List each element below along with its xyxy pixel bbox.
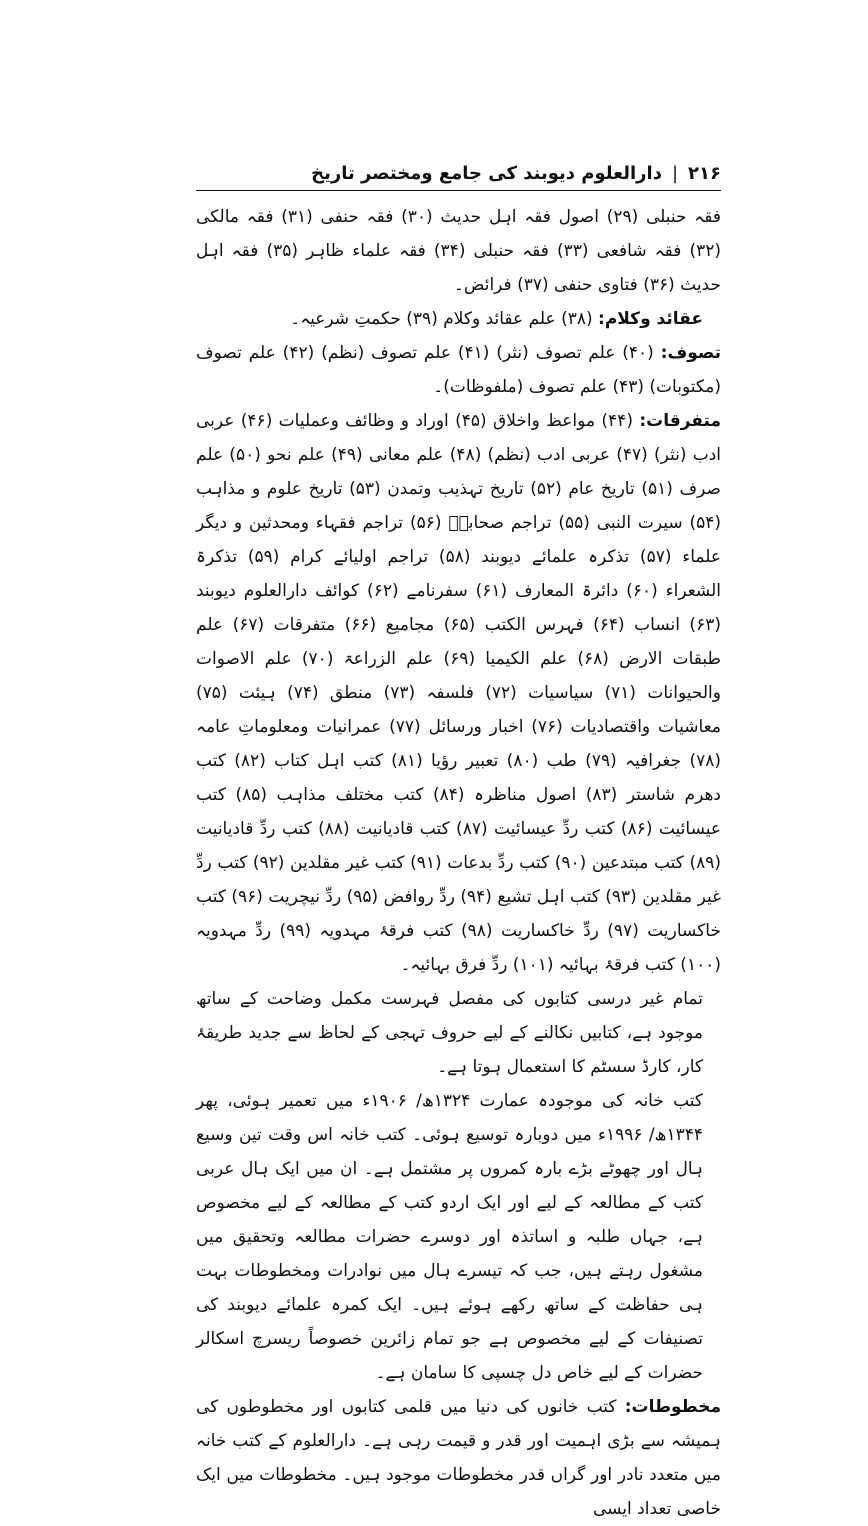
header-rule: [196, 190, 721, 191]
paragraph-text: کتب خانہ کی موجودہ عمارت ۱۳۲۴ھ/ ۱۹۰۶ء میں تعمیر ہوئی، پھر ۱۳۴۴ھ/ ۱۹۹۶ء میں دوبارہ توسیع ہوئی۔ کتب خانہ اس وقت تین وسیع ہال اور چھوٹے بڑے بارہ کمروں پر مشتمل ہے۔ ان میں ایک ہال عربی کتب کے مطالعہ کے لیے اور ایک اردو کتب کے مطالعہ کے لیے مخصوص ہے، جہاں طلبہ و اساتذہ اور دوسرے حضرات مطالعہ وتحقیق میں مشغول رہتے ہیں، جب کہ تیسرے ہال میں نوادرات ومخطوطات بہت ہی حفاظت کے ساتھ رکھے ہوئے ہیں۔ ایک کمرہ علمائے دیوبند کی تصنیفات کے لیے مخصوص ہے جو تمام زائرین خصوصاً ریسرچ اسکالر حضرات کے لیے خاص دل چسپی کا سامان ہے۔: [196, 1091, 703, 1383]
paragraph-fiqh-continued: [196, 200, 721, 302]
paragraph-library-building: [196, 1084, 721, 1390]
paragraph-text: کتب خانوں کی دنیا میں قلمی کتابوں اور مخطوطوں کی ہمیشہ سے بڑی اہمیت اور قدر و قیمت رہی ہے۔ دارالعلوم کے کتب خانہ میں متعدد نادر اور گراں قدر مخطوطات موجود ہیں۔ مخطوطات میں ایک خاصی تعداد ایسی: [196, 1397, 721, 1519]
paragraph-aqaid: [196, 302, 721, 336]
paragraph-mutafarriqat: [196, 404, 721, 982]
page-number: ۲۱۶: [688, 162, 721, 184]
paragraph-tasawwuf: [196, 336, 721, 404]
header-separator: |: [671, 162, 679, 184]
section-heading: مخطوطات:: [624, 1397, 721, 1417]
section-heading: عقائد وکلام:: [598, 309, 703, 329]
paragraph-text: (۴۴) مواعظ واخلاق (۴۵) اوراد و وظائف وعملیات (۴۶) عربی ادب (نثر) (۴۷) عربی ادب (نظم) (۴۸) علم معانی (۴۹) علم نحو (۵۰) علم صرف (۵۱) تاریخ عام (۵۲) تاریخ تہذیب وتمدن (۵۳) تاریخ علوم و مذاہب (۵۴) سیرت النبی (۵۵) تراجم صحابہؓ (۵۶) تراجم فقہاء ومحدثین و دیگر علماء (۵۷) تذکرہ علمائے دیوبند (۵۸) تراجم اولیائے کرام (۵۹) تذکرۃ الشعراء (۶۰) دائرۃ المعارف (۶۱) سفرنامے (۶۲) کوائف دارالعلوم دیوبند (۶۳) انساب (۶۴) فہرس الکتب (۶۵) مجامیع (۶۶) متفرقات (۶۷) علم طبقات الارض (۶۸) علم الکیمیا (۶۹) علم الزراعۃ (۷۰) علم الاصوات والحیوانات (۷۱) سیاسیات (۷۲) فلسفہ (۷۳) منطق (۷۴) ہیئت (۷۵) معاشیات واقتصادیات (۷۶) اخبار ورسائل (۷۷) عمرانیات ومعلوماتِ عامہ (۷۸) جغرافیہ (۷۹) طب (۸۰) تعبیر رؤیا (۸۱) کتب اہل کتاب (۸۲) کتب دھرم شاستر (۸۳) اصول مناظرہ (۸۴) کتب مختلف مذاہب (۸۵) کتب عیسائیت (۸۶) کتب ردِّ عیسائیت (۸۷) کتب قادیانیت (۸۸) کتب ردِّ قادیانیت (۸۹) کتب مبتدعین (۹۰) کتب ردِّ بدعات (۹۱) کتب غیر مقلدین (۹۲) کتب ردِّ غیر مقلدین (۹۳) کتب اہل تشیع (۹۴) ردِّ روافض (۹۵) ردِّ نیچریت (۹۶) کتب خاکساریت (۹۷) ردِّ خاکساریت (۹۸) کتب فرقۂ مہدویہ (۹۹) ردِّ مہدویہ (۱۰۰) کتب فرقۂ بہائیہ (۱۰۱) ردِّ فرق بہائیہ۔: [196, 411, 722, 975]
paragraph-catalogue: [196, 982, 721, 1084]
paragraph-text: فقہ حنبلی (۲۹) اصول فقہ اہل حدیث (۳۰) فقہ حنفی (۳۱) فقہ مالکی (۳۲) فقہ شافعی (۳۳) فقہ حنبلی (۳۴) فقہ علماء ظاہر (۳۵) فقہ اہل حدیث (۳۶) فتاوی حنفی (۳۷) فرائض۔: [196, 207, 721, 295]
paragraph-text: (۴۰) علم تصوف (نثر) (۴۱) علم تصوف (نظم) (۴۲) علم تصوف (مکتوبات) (۴۳) علم تصوف (ملفوظات)۔: [196, 343, 721, 397]
section-heading: تصوف:: [660, 343, 722, 363]
paragraph-text: (۳۸) علم عقائد وکلام (۳۹) حکمتِ شرعیہ۔: [290, 309, 599, 329]
page-body: [196, 200, 721, 1526]
running-header: [196, 160, 721, 186]
paragraph-manuscripts: [196, 1390, 721, 1526]
paragraph-text: تمام غیر درسی کتابوں کی مفصل فہرست مکمل وضاحت کے ساتھ موجود ہے، کتابیں نکالنے کے لیے حروف تہجی کے لحاظ سے جدید طریقۂ کار، کارڈ سسٹم کا استعمال ہوتا ہے۔: [196, 989, 703, 1077]
section-heading: متفرقات:: [639, 411, 721, 431]
book-title: دارالعلوم دیوبند کی جامع ومختصر تاریخ: [311, 162, 662, 184]
